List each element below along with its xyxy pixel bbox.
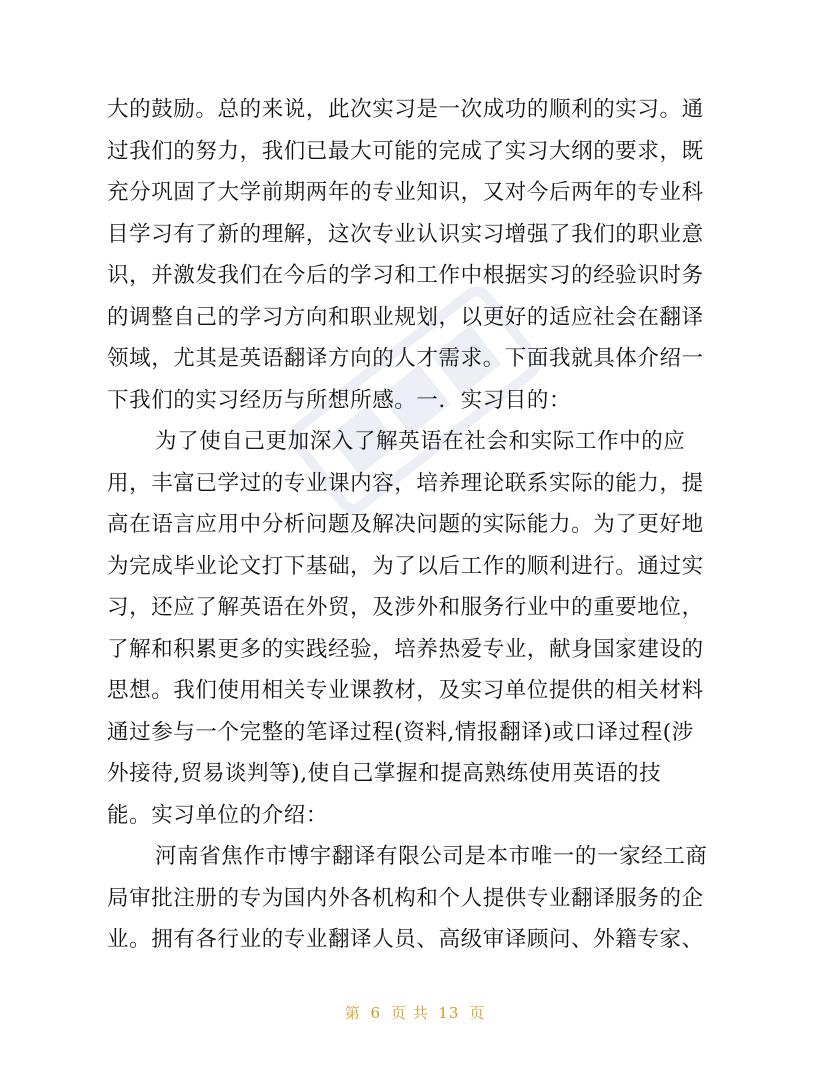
text-line: 识，并激发我们在今后的学习和工作中根据实习的经验识时务 (107, 263, 704, 288)
text-line: 习，还应了解英语在外贸，及涉外和服务行业中的重要地位， (107, 595, 704, 620)
text-line: 用，丰富已学过的专业课内容，培养理论联系实际的能力，提 (107, 470, 704, 496)
footer-total-pages: 13 (438, 1004, 460, 1022)
text-line: 领域，尤其是英语翻译方向的人才需求。下面我就具体介绍一 (107, 346, 704, 371)
text-line: 充分巩固了大学前期两年的专业知识，又对今后两年的专业科 (107, 180, 704, 205)
text-line: 过我们的努力，我们已最大可能的完成了实习大纲的要求，既 (107, 138, 704, 164)
footer-suffix: 页 (469, 1004, 486, 1022)
text-line: 目学习有了新的理解，这次专业认识实习增强了我们的职业意 (107, 221, 704, 247)
footer-current-page: 6 (370, 1004, 382, 1022)
body-text (107, 89, 723, 961)
text-line: 的调整自己的学习方向和职业规划，以更好的适应社会在翻译 (107, 304, 704, 330)
text-line: 外接待,贸易谈判等),使自己掌握和提高熟练使用英语的技 (107, 761, 662, 786)
paragraph-start-line: 河南省焦作市博宇翻译有限公司是本市唯一的一家经工商 (155, 844, 708, 869)
text-line: 思想。我们使用相关专业课教材，及实习单位提供的相关材料 (107, 678, 704, 703)
page-footer (0, 1002, 830, 1023)
footer-middle: 页 共 (390, 1004, 429, 1022)
text-line: 了解和积累更多的实践经验，培养热爱专业，献身国家建设的 (107, 636, 704, 662)
text-line: 下我们的实习经历与所想所感。一．实习目的： (107, 387, 572, 413)
paragraph-start-line: 为了使自己更加深入了解英语在社会和实际工作中的应 (155, 429, 686, 454)
text-line: 通过参与一个完整的笔译过程(资料,情报翻译)或口译过程(涉 (107, 719, 694, 745)
text-line: 能。实习单位的介绍： (107, 802, 329, 828)
text-line: 局审批注册的专为国内外各机构和个人提供专业翻译服务的企 (107, 885, 704, 911)
text-line: 高在语言应用中分析问题及解决问题的实际能力。为了更好地 (107, 512, 704, 537)
text-line: 业。拥有各行业的专业翻译人员、高级审译顾问、外籍专家、 (107, 927, 704, 952)
text-line: 为完成毕业论文打下基础，为了以后工作的顺利进行。通过实 (107, 553, 704, 579)
footer-prefix: 第 (344, 1004, 361, 1022)
text-line: 大的鼓励。总的来说，此次实习是一次成功的顺利的实习。通 (107, 97, 704, 122)
